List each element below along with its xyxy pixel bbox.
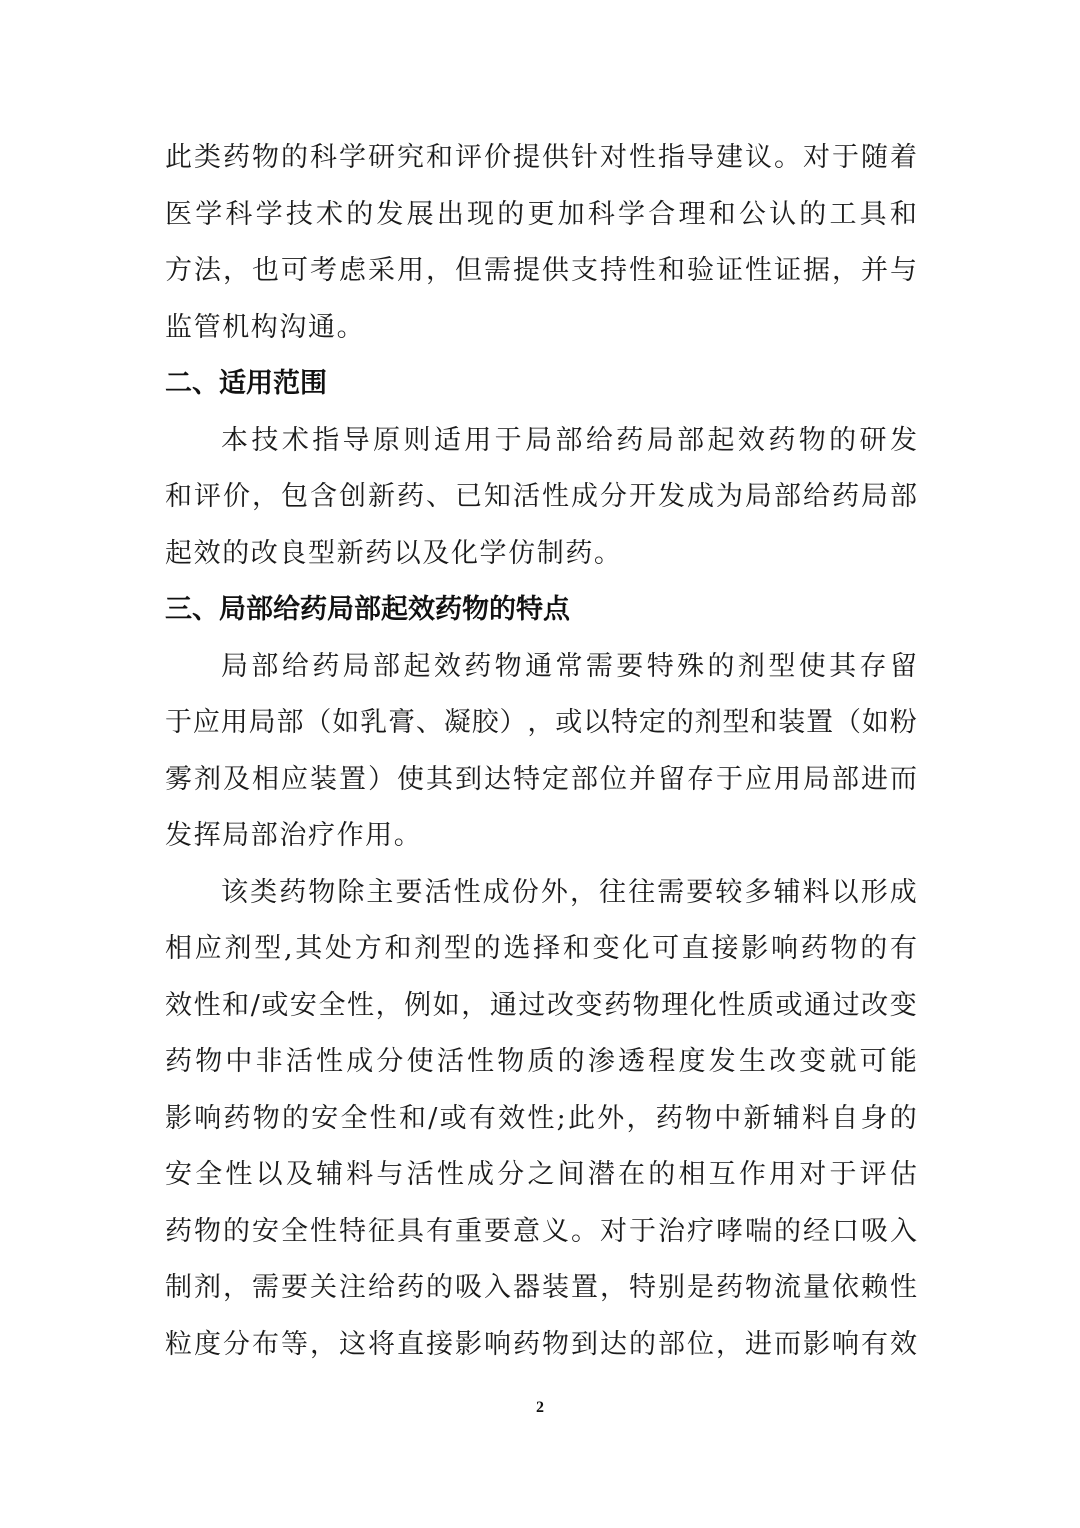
page-number: 2 bbox=[536, 1399, 544, 1416]
paragraph-line: 和 评 价 ， 包 含 创 新 药 、 已 知 活 性 成 分 开 发 成 为 局 部 给 药 局 部 bbox=[165, 481, 917, 512]
paragraph-line: 监 管 机 构 沟 通 。 bbox=[165, 311, 364, 343]
paragraph-line: 局 部 给 药 局 部 起 效 药 物 通 常 需 要 特 殊 的 剂 型 使 其 存 留 bbox=[221, 650, 917, 682]
paragraph-line: 安 全 性 以 及 辅 料 与 活 性 成 分 之 间 潜 在 的 相 互 作 用 对 于 评 估 bbox=[165, 1159, 917, 1190]
paragraph-line: 该 类 药 物 除 主 要 活 性 成 份 外 ， 往 往 需 要 较 多 辅 料 以 形 成 bbox=[221, 876, 917, 908]
paragraph-line: 粒 度 分 布 等 ， 这 将 直 接 影 响 药 物 到 达 的 部 位 ， 进 而 影 响 有 效 bbox=[165, 1328, 917, 1360]
paragraph-line: 药 物 中 非 活 性 成 分 使 活 性 物 质 的 渗 透 程 度 发 生 改 变 就 可 能 bbox=[165, 1046, 917, 1077]
paragraph-line: 相 应 剂 型 , 其 处 方 和 剂 型 的 选 择 和 变 化 可 直 接 影 响 药 物 的 有 bbox=[165, 933, 917, 964]
paragraph-line: 本 技 术 指 导 原 则 适 用 于 局 部 给 药 局 部 起 效 药 物 的 研 发 bbox=[221, 424, 917, 456]
section-heading: 二、适用范围 bbox=[165, 368, 327, 399]
paragraph-line: 效 性 和 / 或 安 全 性 ， 例 如 ， 通 过 改 变 药 物 理 化 性 质 或 通 过 改 变 bbox=[165, 989, 917, 1021]
paragraph-line: 于 应 用 局 部 （ 如 乳 膏 、 凝 胶 ） ， 或 以 特 定 的 剂 型 和 装 置 （ 如 粉 bbox=[165, 707, 917, 738]
paragraph-line: 药 物 的 安 全 性 特 征 具 有 重 要 意 义 。 对 于 治 疗 哮 喘 的 经 口 吸 入 bbox=[165, 1215, 917, 1247]
section-heading: 三、局部给药局部起效药物的特点 bbox=[165, 594, 570, 625]
paragraph-line: 制 剂 ， 需 要 关 注 给 药 的 吸 入 器 装 置 ， 特 别 是 药 物 流 量 依 赖 性 bbox=[165, 1272, 917, 1303]
paragraph-line: 影 响 药 物 的 安 全 性 和 / 或 有 效 性 ; 此 外 ， 药 物 中 新 辅 料 自 身 的 bbox=[165, 1102, 917, 1134]
paragraph-line: 起 效 的 改 良 型 新 药 以 及 化 学 仿 制 药 。 bbox=[165, 537, 621, 569]
paragraph-line: 方 法 ， 也 可 考 虑 采 用 ， 但 需 提 供 支 持 性 和 验 证 性 证 据 ， 并 与 bbox=[165, 255, 917, 286]
document-body bbox=[165, 130, 917, 1373]
paragraph-line: 雾 剂 及 相 应 装 置 ） 使 其 到 达 特 定 部 位 并 留 存 于 应 用 局 部 进 而 bbox=[165, 763, 917, 795]
paragraph-line: 发 挥 局 部 治 疗 作 用 。 bbox=[165, 820, 421, 851]
paragraph-line: 此 类 药 物 的 科 学 研 究 和 评 价 提 供 针 对 性 指 导 建 议 。 对 于 随 着 bbox=[165, 142, 917, 173]
paragraph-line: 医 学 科 学 技 术 的 发 展 出 现 的 更 加 科 学 合 理 和 公 认 的 工 具 和 bbox=[165, 198, 917, 230]
